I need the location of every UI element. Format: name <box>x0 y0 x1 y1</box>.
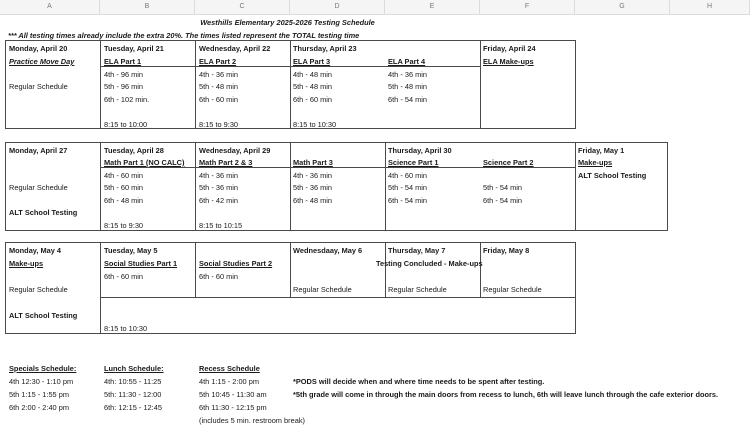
recess-restroom-note: (includes 5 min. restroom break) <box>199 416 305 425</box>
w2-math-part3-time-4th: 4th - 36 min <box>293 171 333 180</box>
w1-ela-part4-time-4th: 4th - 36 min <box>388 70 428 79</box>
w1-thursday-subject: ELA Part 3 <box>293 57 331 66</box>
lunch-row: 6th: 12:15 - 12:45 <box>104 403 162 412</box>
w2-friday-makeups: Make-ups <box>578 158 613 167</box>
w1-thursday-time-4th: 4th - 48 min <box>293 70 333 79</box>
week2-divider <box>290 142 291 231</box>
week3-divider <box>290 242 291 297</box>
column-header-b[interactable]: B <box>100 0 195 14</box>
w1-ela-part4-time-6th: 6th - 54 min <box>388 95 428 104</box>
week1-divider <box>100 40 101 129</box>
w2-thursday-time-4th: 4th - 60 min <box>388 171 428 180</box>
week1-divider <box>195 40 196 129</box>
w1-practice-move-day: Practice Move Day <box>9 57 75 66</box>
w1-monday-date: Monday, April 20 <box>9 44 68 53</box>
w3-social-studies-part2-subject: Social Studies Part 2 <box>199 259 273 268</box>
w2-thursday-subject: Science Part 1 <box>388 158 439 167</box>
w2-monday-date: Monday, April 27 <box>9 146 68 155</box>
w2-tuesday-time-5th: 5th - 60 min <box>104 183 144 192</box>
w1-friday-date: Friday, April 24 <box>483 44 536 53</box>
column-header-h[interactable]: H <box>670 0 750 14</box>
w1-tuesday-time-4th: 4th - 96 min <box>104 70 144 79</box>
w1-friday-subject: ELA Make-ups <box>483 57 534 66</box>
w1-thursday-window: 8:15 to 10:30 <box>293 120 337 129</box>
w2-science-part2-time-5th: 5th - 54 min <box>483 183 523 192</box>
recess-row: 4th 1:15 - 2:00 pm <box>199 377 259 386</box>
w2-wednesday-subject: Math Part 2 & 3 <box>199 158 253 167</box>
specials-title: Specials Schedule: <box>9 364 77 373</box>
doors-note: *5th grade will come in through the main doors from recess to lunch, 6th will leave lunch through the cafe exterior doors. <box>293 390 719 399</box>
w2-wednesday-time-5th: 5th - 36 min <box>199 183 239 192</box>
w2-math-part3-time-6th: 6th - 48 min <box>293 196 333 205</box>
week3-rule <box>100 297 575 298</box>
w1-tuesday-time-5th: 5th - 96 min <box>104 82 144 91</box>
w2-monday-schedule: Regular Schedule <box>9 183 68 192</box>
w1-wednesday-time-4th: 4th - 36 min <box>199 70 239 79</box>
w3-tuesday-time-6th: 6th - 60 min <box>104 272 144 281</box>
w1-monday-schedule: Regular Schedule <box>9 82 68 91</box>
recess-row: 6th 11:30 - 12:15 pm <box>199 403 267 412</box>
week3-divider <box>480 242 481 297</box>
w3-friday-schedule: Regular Schedule <box>483 285 542 294</box>
testing-note: *** All testing times already include the extra 20%. The times listed represent the TOTAL testing time <box>8 31 360 40</box>
week1-divider <box>290 40 291 129</box>
w3-testing-concluded: Testing Concluded - Make-ups <box>376 259 483 268</box>
column-header-c[interactable]: C <box>195 0 290 14</box>
week2-divider <box>385 142 386 231</box>
w2-tuesday-date: Tuesday, April 28 <box>104 146 164 155</box>
w1-thursday-date: Thursday, April 23 <box>293 44 357 53</box>
w3-tuesday-date: Tuesday, May 5 <box>104 246 158 255</box>
w2-science-part2-time-6th: 6th - 54 min <box>483 196 523 205</box>
w1-wednesday-time-5th: 5th - 48 min <box>199 82 239 91</box>
w3-friday-date: Friday, May 8 <box>483 246 530 255</box>
w1-ela-part4-time-5th: 5th - 48 min <box>388 82 428 91</box>
column-header-d[interactable]: D <box>290 0 385 14</box>
w2-monday-alt: ALT School Testing <box>9 208 78 217</box>
specials-row: 5th 1:15 - 1:55 pm <box>9 390 69 399</box>
w2-wednesday-date: Wednesday, April 29 <box>199 146 271 155</box>
w2-tuesday-time-4th: 4th - 60 min <box>104 171 144 180</box>
recess-title: Recess Schedule <box>199 364 260 373</box>
specials-row: 4th 12:30 - 1:10 pm <box>9 377 74 386</box>
column-header-e[interactable]: E <box>385 0 480 14</box>
recess-row: 5th 10:45 - 11:30 am <box>199 390 267 399</box>
w2-tuesday-window: 8:15 to 9:30 <box>104 221 144 230</box>
week2-divider <box>575 142 576 231</box>
week3-divider <box>100 242 101 334</box>
w2-thursday-date: Thursday, April 30 <box>388 146 452 155</box>
w1-tuesday-time-6th: 6th - 102 min. <box>104 95 150 104</box>
w3-tuesday-window: 8:15 to 10:30 <box>104 324 148 333</box>
column-header-f[interactable]: F <box>480 0 575 14</box>
w1-wednesday-time-6th: 6th - 60 min <box>199 95 239 104</box>
w1-ela-part4-subject: ELA Part 4 <box>388 57 426 66</box>
w2-thursday-time-6th: 6th - 54 min <box>388 196 428 205</box>
w2-tuesday-time-6th: 6th - 48 min <box>104 196 144 205</box>
w3-monday-makeups: Make-ups <box>9 259 44 268</box>
w2-tuesday-subject: Math Part 1 (NO CALC) <box>104 158 185 167</box>
w1-wednesday-subject: ELA Part 2 <box>199 57 237 66</box>
w3-wednesday-date: Wednesdaay, May 6 <box>293 246 363 255</box>
lunch-row: 4th: 10:55 - 11:25 <box>104 377 162 386</box>
w3-thursday-date: Thursday, May 7 <box>388 246 446 255</box>
w3-social-studies-part2-time-6th: 6th - 60 min <box>199 272 239 281</box>
week1-divider <box>480 40 481 129</box>
w3-thursday-schedule: Regular Schedule <box>388 285 447 294</box>
lunch-title: Lunch Schedule: <box>104 364 164 373</box>
w3-monday-alt: ALT School Testing <box>9 311 78 320</box>
w2-friday-date: Friday, May 1 <box>578 146 625 155</box>
w2-friday-alt: ALT School Testing <box>578 171 647 180</box>
w1-tuesday-subject: ELA Part 1 <box>104 57 142 66</box>
week2-divider <box>100 142 101 231</box>
schedule-title: Westhills Elementary 2025-2026 Testing Schedule <box>200 18 375 27</box>
w3-tuesday-subject: Social Studies Part 1 <box>104 259 178 268</box>
w2-math-part3-time-5th: 5th - 36 min <box>293 183 333 192</box>
week2-divider <box>195 142 196 231</box>
w2-wednesday-time-6th: 6th - 42 min <box>199 196 239 205</box>
column-header-g[interactable]: G <box>575 0 670 14</box>
w1-thursday-time-6th: 6th - 60 min <box>293 95 333 104</box>
week3-divider <box>385 242 386 297</box>
column-header-a[interactable]: A <box>0 0 100 14</box>
specials-row: 6th 2:00 - 2:40 pm <box>9 403 69 412</box>
w2-wednesday-window: 8:15 to 10:15 <box>199 221 243 230</box>
w2-math-part3-subject: Math Part 3 <box>293 158 333 167</box>
w1-wednesday-window: 8:15 to 9:30 <box>199 120 239 129</box>
w3-monday-date: Monday, May 4 <box>9 246 62 255</box>
lunch-row: 5th: 11:30 - 12:00 <box>104 390 162 399</box>
pods-note: *PODS will decide when and where time needs to be spent after testing. <box>293 377 545 386</box>
column-header-bar <box>0 0 750 15</box>
w1-tuesday-date: Tuesday, April 21 <box>104 44 164 53</box>
w3-wednesday-schedule: Regular Schedule <box>293 285 352 294</box>
w1-wednesday-date: Wednesday, April 22 <box>199 44 271 53</box>
w2-wednesday-time-4th: 4th - 36 min <box>199 171 239 180</box>
week3-divider <box>195 242 196 297</box>
w1-thursday-time-5th: 5th - 48 min <box>293 82 333 91</box>
w1-tuesday-window: 8:15 to 10:00 <box>104 120 148 129</box>
w3-monday-schedule: Regular Schedule <box>9 285 68 294</box>
w2-thursday-time-5th: 5th - 54 min <box>388 183 428 192</box>
w2-science-part2-subject: Science Part 2 <box>483 158 534 167</box>
